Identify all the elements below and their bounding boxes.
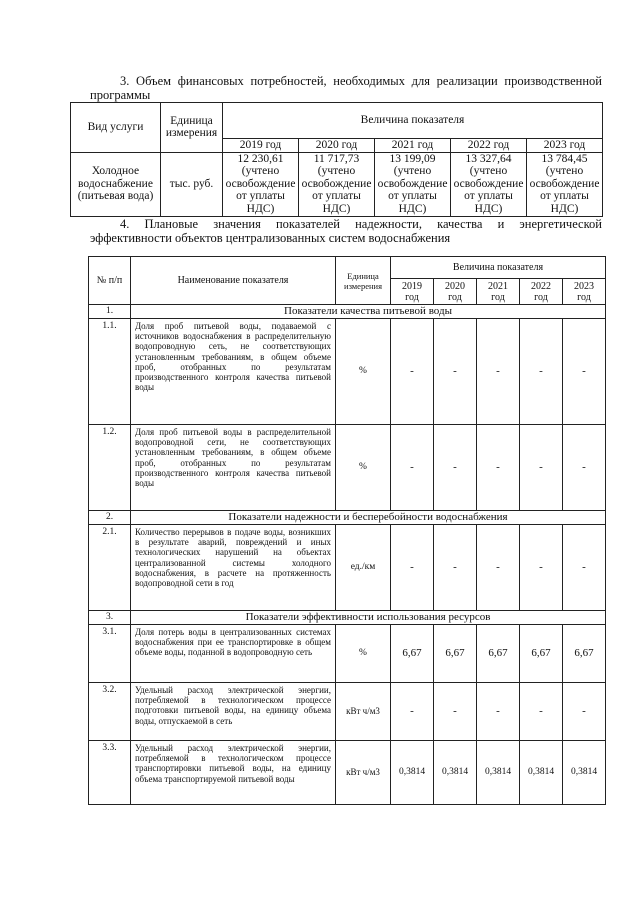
indicator-name: Доля проб питьевой воды в распределительной водопроводной сети, не соответствующих установленным требованиям, в общем объеме проб, отобранных по результатам производственного контроля качества питьевой воды — [131, 425, 336, 511]
value-cell: 0,3814 — [434, 741, 477, 805]
value-cell — [527, 152, 603, 216]
value-cell — [451, 152, 527, 216]
col-service-header: Вид услуги — [71, 103, 161, 153]
section-title: Показатели надежности и бесперебойности водоснабжения — [131, 511, 606, 525]
year-header: 2023 год — [527, 139, 603, 153]
vat-note: (учтено освобождение от уплаты НДС) — [377, 165, 448, 215]
vat-note: (учтено освобождение от уплаты НДС) — [225, 165, 296, 215]
indicator-name: Доля потерь воды в централизованных системах водоснабжения при ее транспортировке в общем объеме воды, поданной в водопроводную сеть — [131, 625, 336, 683]
year-header — [434, 279, 477, 305]
value-cell — [223, 152, 299, 216]
value-cell: - — [563, 319, 606, 425]
value-cell: - — [477, 319, 520, 425]
table-row — [89, 525, 606, 611]
indicator-name: Удельный расход электрической энергии, потребляемой в технологическом процессе подготовки питьевой воды, на единицу объема воды, отпускаемой в сеть — [131, 683, 336, 741]
year-word: год — [405, 291, 419, 303]
amount: 13 327,64 — [465, 152, 512, 165]
value-cell: 0,3814 — [391, 741, 434, 805]
section-number: 2. — [89, 511, 131, 525]
value-cell: 6,67 — [563, 625, 606, 683]
amount: 13 199,09 — [389, 152, 436, 165]
year-header — [391, 279, 434, 305]
col-unit-header: Единица измерения — [336, 257, 391, 305]
year-header — [520, 279, 563, 305]
section-title: Показатели эффективности использования ресурсов — [131, 611, 606, 625]
amount: 13 784,45 — [541, 152, 588, 165]
indicator-name: Количество перерывов в подаче воды, возникших в результате аварий, повреждений и иных технологических нарушений на объектах централизованной системы холодного водоснабжения, в расчете на протяженность водопроводной сети в год — [131, 525, 336, 611]
section-number: 1. — [89, 305, 131, 319]
value-cell: - — [477, 683, 520, 741]
unit-cell: тыс. руб. — [161, 152, 223, 216]
vat-note: (учтено освобождение от уплаты НДС) — [453, 165, 524, 215]
value-cell: - — [520, 525, 563, 611]
value-cell: - — [434, 683, 477, 741]
value-cell: - — [563, 525, 606, 611]
year-header: 2019 год — [223, 139, 299, 153]
section4-heading: 4. Плановые значения показателей надежности, качества и энергетической эффективности объектов централизованных систем водоснабжения — [90, 217, 602, 245]
col-unit-header: Единица измерения — [161, 103, 223, 153]
value-cell: - — [477, 425, 520, 511]
year-header — [563, 279, 606, 305]
year-header: 2020 год — [299, 139, 375, 153]
unit-cell: ед./км — [336, 525, 391, 611]
value-cell: 6,67 — [520, 625, 563, 683]
indicator-name: Удельный расход электрической энергии, потребляемой в технологическом процессе транспортировки питьевой воды, на единицу объема транспортируемой питьевой воды — [131, 741, 336, 805]
year-header — [477, 279, 520, 305]
year-word: год — [534, 291, 548, 303]
unit-cell: кВт ч/м3 — [336, 683, 391, 741]
unit-cell: % — [336, 425, 391, 511]
unit-cell: кВт ч/м3 — [336, 741, 391, 805]
value-cell: - — [563, 683, 606, 741]
table-row — [89, 741, 606, 805]
col-value-header: Величина показателя — [223, 103, 603, 139]
unit-cell: % — [336, 625, 391, 683]
value-cell: - — [434, 525, 477, 611]
year-word: год — [448, 291, 462, 303]
row-number: 2.1. — [89, 525, 131, 611]
section3-heading: 3. Объем финансовых потребностей, необходимых для реализации производственной программы — [90, 74, 602, 102]
vat-note: (учтено освобождение от уплаты НДС) — [301, 165, 372, 215]
indicator-name: Доля проб питьевой воды, подаваемой с источников водоснабжения в распределительную водопроводную сеть, не соответствующих установленным требованиям, в общем объеме проб, отобранных по результатам производственного контроля качества питьевой воды — [131, 319, 336, 425]
value-cell: 6,67 — [391, 625, 434, 683]
col-num-header: № п/п — [89, 257, 131, 305]
value-cell: - — [391, 319, 434, 425]
value-cell: 0,3814 — [520, 741, 563, 805]
value-cell — [375, 152, 451, 216]
year-header: 2022 год — [451, 139, 527, 153]
table-row — [89, 425, 606, 511]
section-row — [89, 305, 606, 319]
year-word: год — [577, 291, 591, 303]
section-row — [89, 511, 606, 525]
section-number: 3. — [89, 611, 131, 625]
unit-cell: % — [336, 319, 391, 425]
value-cell: 0,3814 — [477, 741, 520, 805]
value-cell — [299, 152, 375, 216]
value-cell: - — [563, 425, 606, 511]
service-name: Холодное водоснабжение (питьевая вода) — [71, 152, 161, 216]
amount: 12 230,61 — [237, 152, 284, 165]
table-row — [89, 683, 606, 741]
vat-note: (учтено освобождение от уплаты НДС) — [529, 165, 600, 215]
year-word: год — [491, 291, 505, 303]
value-cell: - — [391, 425, 434, 511]
table-row — [89, 319, 606, 425]
section-title: Показатели качества питьевой воды — [131, 305, 606, 319]
row-number: 3.2. — [89, 683, 131, 741]
table-row — [89, 625, 606, 683]
value-cell: - — [434, 425, 477, 511]
table-row — [71, 152, 603, 216]
value-cell: - — [520, 319, 563, 425]
value-cell: - — [391, 683, 434, 741]
row-number: 3.1. — [89, 625, 131, 683]
value-cell: - — [391, 525, 434, 611]
value-cell: 6,67 — [434, 625, 477, 683]
amount: 11 717,73 — [313, 152, 360, 165]
year-number: 2023 — [574, 280, 594, 292]
financial-needs-table — [70, 102, 603, 217]
year-header: 2021 год — [375, 139, 451, 153]
value-cell: - — [520, 425, 563, 511]
value-cell: - — [434, 319, 477, 425]
year-number: 2021 — [488, 280, 508, 292]
year-number: 2019 — [402, 280, 422, 292]
value-cell: - — [520, 683, 563, 741]
year-number: 2020 — [445, 280, 465, 292]
row-number: 1.1. — [89, 319, 131, 425]
indicators-table — [88, 256, 606, 805]
year-number: 2022 — [531, 280, 551, 292]
col-name-header: Наименование показателя — [131, 257, 336, 305]
section-row — [89, 611, 606, 625]
value-cell: 6,67 — [477, 625, 520, 683]
value-cell: - — [477, 525, 520, 611]
row-number: 1.2. — [89, 425, 131, 511]
row-number: 3.3. — [89, 741, 131, 805]
col-value-header: Величина показателя — [391, 257, 606, 279]
value-cell: 0,3814 — [563, 741, 606, 805]
